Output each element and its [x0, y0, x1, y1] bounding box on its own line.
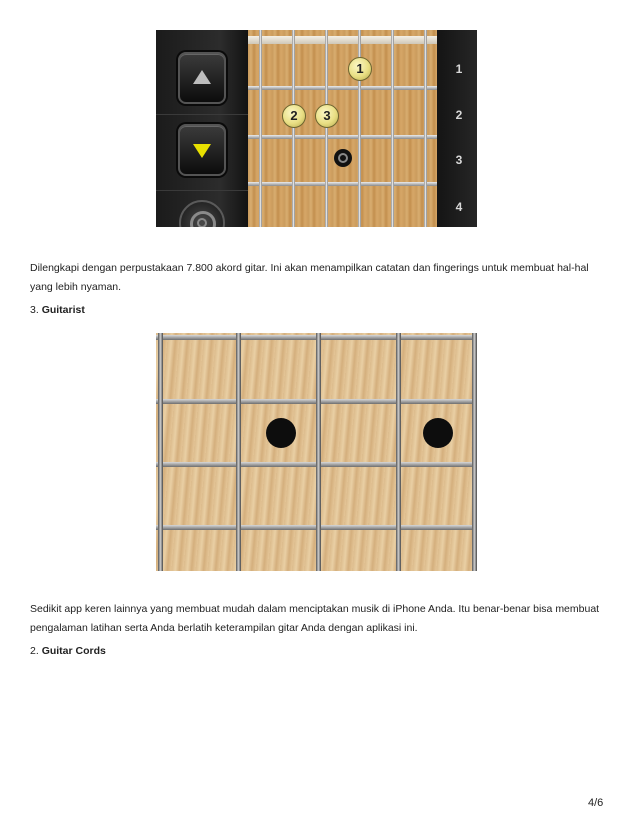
paragraph: Dilengkapi dengan perpustakaan 7.800 akord gitar. Ini akan menampilkan catatan dan fingerings untuk membuat hal-hal yang lebih nyaman. [30, 262, 589, 293]
finger-dot: 2 [282, 104, 306, 128]
note-dot [266, 418, 296, 448]
guitar-string [391, 30, 394, 227]
fret-number: 4 [455, 200, 463, 214]
heading-number: 3. [30, 304, 39, 316]
guitar-string [325, 30, 328, 227]
fret-wire [248, 86, 437, 90]
finger-dot: 1 [348, 57, 372, 81]
finger-dot: 3 [315, 104, 339, 128]
heading-title: Guitar Cords [41, 645, 106, 657]
fret-number-column [437, 30, 477, 227]
guitar-string [236, 333, 241, 571]
fret-number: 1 [455, 62, 463, 76]
section-heading [30, 301, 608, 320]
guitar-string [316, 333, 321, 571]
control-panel [156, 30, 248, 227]
note-dot [423, 418, 453, 448]
fret-number: 2 [455, 108, 463, 122]
guitar-string [292, 30, 295, 227]
guitar-string [424, 30, 427, 227]
scroll-up-button [178, 52, 226, 104]
fret-wire [248, 182, 437, 186]
up-arrow-icon [193, 70, 211, 84]
panel-divider [156, 114, 248, 115]
down-arrow-icon [193, 144, 211, 158]
root-note-marker-icon [334, 149, 352, 167]
section-heading [30, 642, 608, 661]
guitar-string [158, 333, 163, 571]
guitar-string [396, 333, 401, 571]
guitar-string [259, 30, 262, 227]
guitarist-fretboard-image [156, 333, 477, 571]
swirl-logo-icon [179, 200, 225, 227]
heading-title: Guitarist [41, 304, 85, 316]
chord-app-screenshot [156, 30, 477, 227]
fret-number: 3 [455, 153, 463, 167]
chord-fretboard [248, 30, 437, 227]
guitar-nut [248, 36, 437, 44]
heading-number: 2. [30, 645, 39, 657]
paragraph: Sedikit app keren lainnya yang membuat mudah dalam menciptakan musik di iPhone Anda. Itu benar-benar bisa membuat pengalaman latihan serta Anda berlatih keterampilan gitar Anda dengan aplikasi ini. [30, 603, 600, 634]
scroll-down-button [178, 124, 226, 176]
page-number: 4/6 [588, 797, 604, 809]
fret-wire [248, 135, 437, 139]
panel-divider [156, 190, 248, 191]
guitar-string [472, 333, 477, 571]
